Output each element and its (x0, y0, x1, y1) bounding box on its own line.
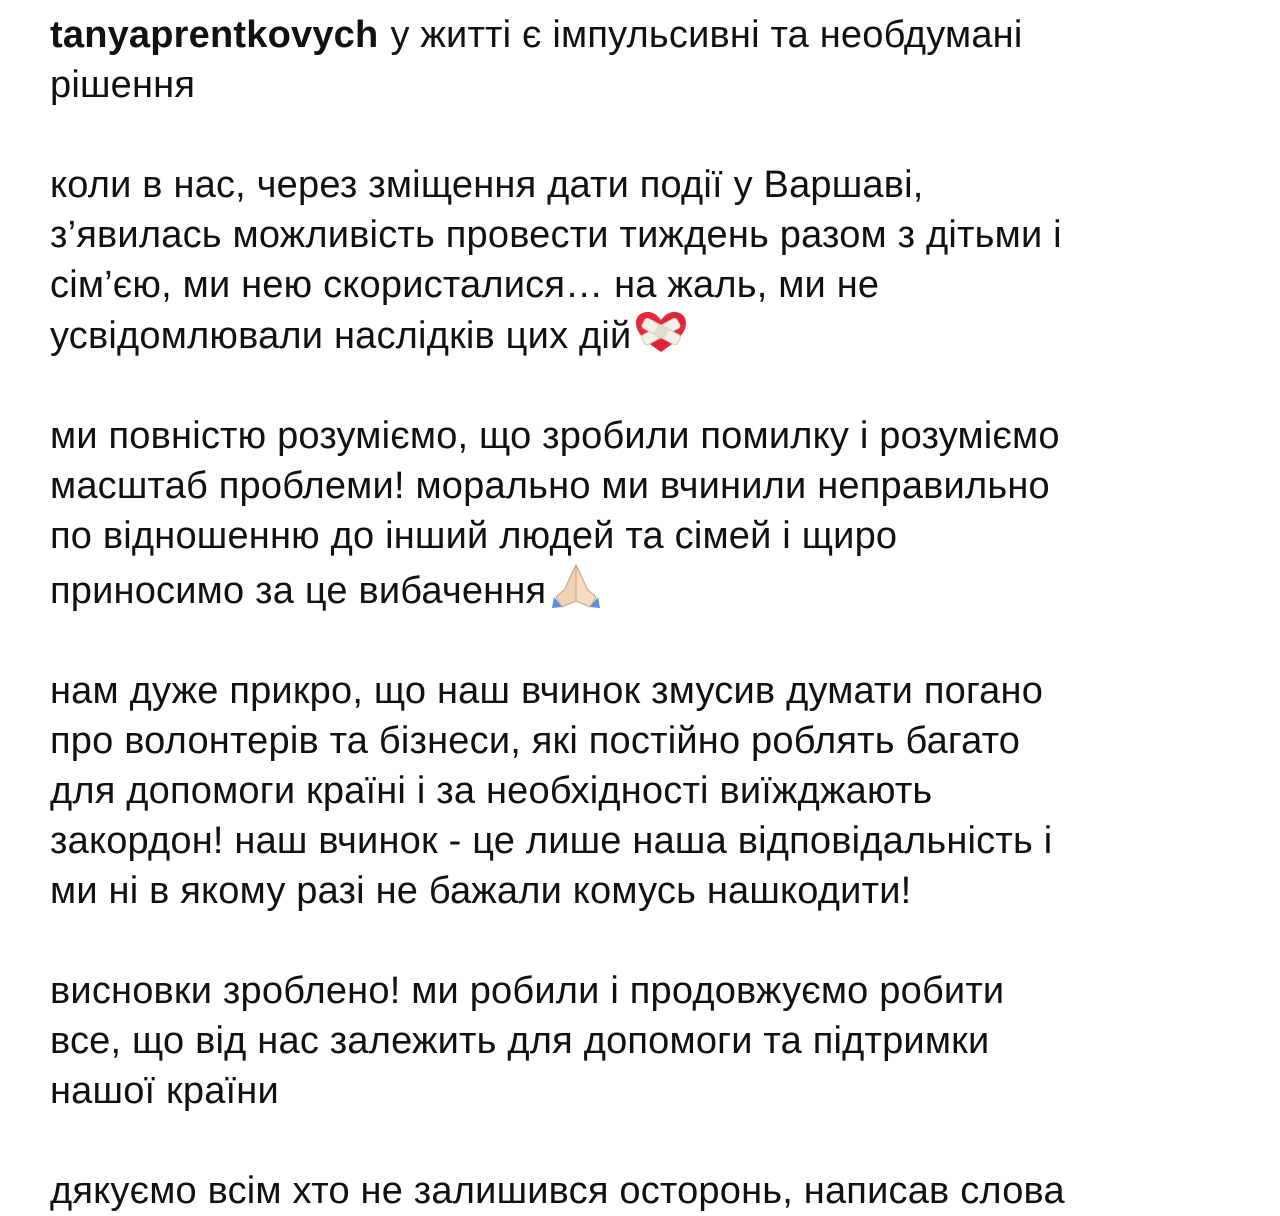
caption-line: закордон! наш вчинок - це лише наша відповідальність і (50, 820, 1053, 862)
caption-line: сім’єю, ми нею скористалися… на жаль, ми не (50, 264, 880, 306)
caption-line: ми ні в якому разі не бажали комусь нашкодити! (50, 870, 912, 912)
caption-text: приносимо за це вибачення (50, 570, 547, 612)
post-caption (50, 10, 1250, 1216)
caption-line: про волонтерів та бізнеси, які постійно роблять багато (50, 720, 1021, 762)
caption-line: для допомоги країні і за необхідності виїжджають (50, 770, 933, 812)
caption-line (50, 561, 1250, 616)
caption-line: все, що від нас залежить для допомоги та підтримки (50, 1020, 990, 1062)
caption-line: нашої країни (50, 1070, 279, 1112)
caption-paragraph (50, 966, 1250, 1116)
mending-heart-icon (633, 310, 689, 354)
caption-line: рішення (50, 64, 196, 106)
caption-line: ми повністю розуміємо, що зробили помилку і розуміємо (50, 415, 1060, 457)
caption-line (50, 310, 1250, 361)
folded-hands-icon (548, 561, 604, 609)
caption-paragraph (50, 1166, 1250, 1216)
caption-line: коли в нас, через зміщення дати події у Варшаві, (50, 164, 924, 206)
username-link[interactable]: tanyaprentkovych (50, 14, 379, 56)
caption-line: висновки зроблено! ми робили і продовжуємо робити (50, 970, 1005, 1012)
caption-text: усвідомлювали наслідків цих дій (50, 315, 632, 357)
caption-line: нам дуже прикро, що наш вчинок змусив думати погано (50, 670, 1044, 712)
caption-line: масштаб проблеми! морально ми вчинили неправильно (50, 465, 1050, 507)
caption-paragraph (50, 160, 1250, 361)
caption-paragraph (50, 411, 1250, 616)
caption-text: у житті є імпульсивні та необдумані (390, 14, 1023, 56)
caption-paragraph (50, 10, 1250, 110)
caption-line: з’явилась можливість провести тиждень разом з дітьми і (50, 214, 1062, 256)
caption-paragraph (50, 666, 1250, 916)
caption-line: по відношенню до інший людей та сімей і щиро (50, 515, 898, 557)
caption-line (50, 10, 1250, 60)
caption-line: дякуємо всім хто не залишився осторонь, написав слова (50, 1170, 1065, 1212)
